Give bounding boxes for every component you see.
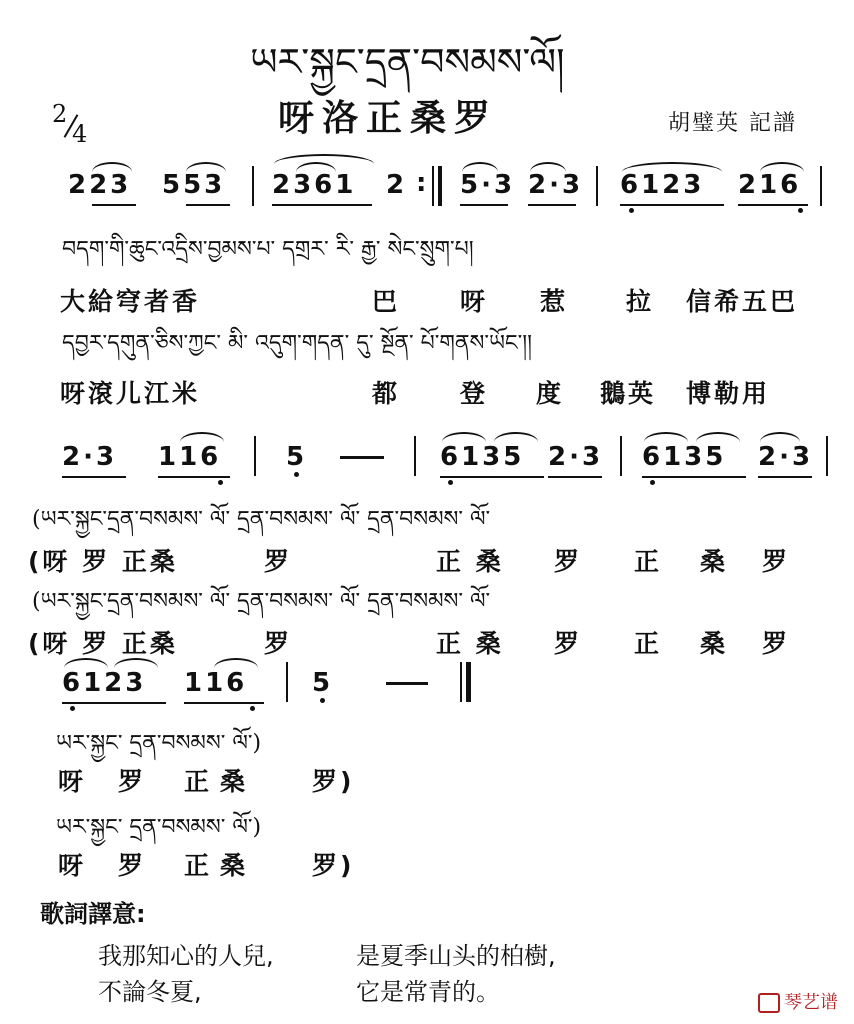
note-group: 2·3 [548,442,604,472]
slur [494,432,538,442]
note: 5 [312,668,334,698]
note-group: 5·3 [460,170,516,200]
beam [642,476,746,478]
note-group: 216 [738,170,802,200]
beam [528,204,576,206]
repeat-bar-line-thick [438,166,442,206]
note-group: 2·3 [758,442,814,472]
lyrics-tibetan-verse-1: ཡར་སྐྱང་ དྲན་བསམས་ ལོ་) [56,731,262,756]
slur [180,432,224,442]
watermark [758,988,838,1014]
note-group: 6123 [620,170,705,200]
octave-dot [650,480,655,485]
watermark-text: 琴艺谱 [784,992,838,1013]
lyrics-tibetan-verse-1: (ཡར་སྐྱང་དྲན་བསམས་ ལོ་ དྲན་བསམས་ ལོ་ དྲན་བསམས་ ལོ་ [32,507,491,532]
time-signature [52,100,92,150]
translation-line: 它是常青的。 [356,978,500,1006]
transcriber-credit: 胡璧英 記譜 [668,111,797,136]
bar-line [820,166,822,206]
note-group: 6135 [642,442,727,472]
note-group: 2·3 [528,170,584,200]
page-title: 呀洛正桑罗 [278,98,499,139]
slur [696,432,740,442]
slur [760,432,800,442]
title-tibetan: ཡར་སྐྱང་དྲན་བསམས་ལོ། [250,40,565,84]
lyrics-tibetan-verse-2: ཡར་སྐྱང་ དྲན་བསམས་ ལོ་) [56,815,262,840]
slur [274,154,374,164]
octave-dot [250,706,255,711]
beam [460,204,508,206]
beam [184,702,264,704]
bar-line [252,166,254,206]
bar-line [414,436,416,476]
note-group: 116 [158,442,222,472]
slur [442,432,486,442]
translation-line: 我那知心的人兒, [98,942,274,970]
beam [758,476,812,478]
final-bar-line [460,662,462,702]
slur [760,162,804,172]
lyrics-tibetan-verse-2: དབྱར་དགུན་ཅིས་ཀྱང་ མི་ འདུག་གདན་ དུ་ སྔོན་ པོ་གནས་ཡོང་།། [62,331,532,356]
sustain-dash [386,682,428,685]
octave-dot [70,706,75,711]
translation-heading: 歌詞譯意: [40,900,146,928]
beam [92,204,136,206]
translation-line: 不論冬夏, [98,978,202,1006]
translation-line: 是夏季山头的柏樹, [356,942,556,970]
slur [462,162,498,172]
beam [272,204,372,206]
slur [92,162,132,172]
octave-dot [448,480,453,485]
repeat-bar-line [432,166,434,206]
note: 2 [386,170,408,200]
watermark-logo-icon [758,993,780,1013]
note-group: 6123 [62,668,147,698]
bar-line [286,662,288,702]
slur [186,162,226,172]
beam [158,476,230,478]
bar-line [826,436,828,476]
time-signature-bottom: 4 [72,120,88,148]
slur [622,162,722,172]
note-group: 2·3 [62,442,118,472]
bar-line [254,436,256,476]
beam [186,204,230,206]
octave-dot [798,208,803,213]
lyrics-tibetan-verse-1: བདག་གི་ཆུང་འདྲིས་བྱམས་པ་ དགྲར་ རི་ རྒྱ་ སེང་སྲུག་པ། [62,237,474,262]
note-group: 116 [184,668,248,698]
beam [62,476,126,478]
slur [644,432,688,442]
bar-line [596,166,598,206]
note-group: 223 [68,170,132,200]
octave-dot [218,480,223,485]
bar-line [620,436,622,476]
lyrics-tibetan-verse-2: (ཡར་སྐྱང་དྲན་བསམས་ ལོ་ དྲན་བསམས་ ལོ་ དྲན་བསམས་ ལོ་ [32,589,491,614]
beam [738,204,808,206]
beam [440,476,544,478]
note-group: 6135 [440,442,525,472]
octave-dot [320,698,325,703]
slur [214,658,258,668]
beam [548,476,602,478]
time-signature-top: 2 [52,100,68,128]
octave-dot [294,472,299,477]
sustain-dash [340,456,384,459]
final-bar-line-thick [466,662,471,702]
slur [530,162,566,172]
note: 5 [286,442,308,472]
octave-dot [629,208,634,213]
beam [62,702,166,704]
note-group: 2361 [272,170,357,200]
note-group: 553 [162,170,226,200]
repeat-dots: : [416,168,430,198]
beam [620,204,724,206]
